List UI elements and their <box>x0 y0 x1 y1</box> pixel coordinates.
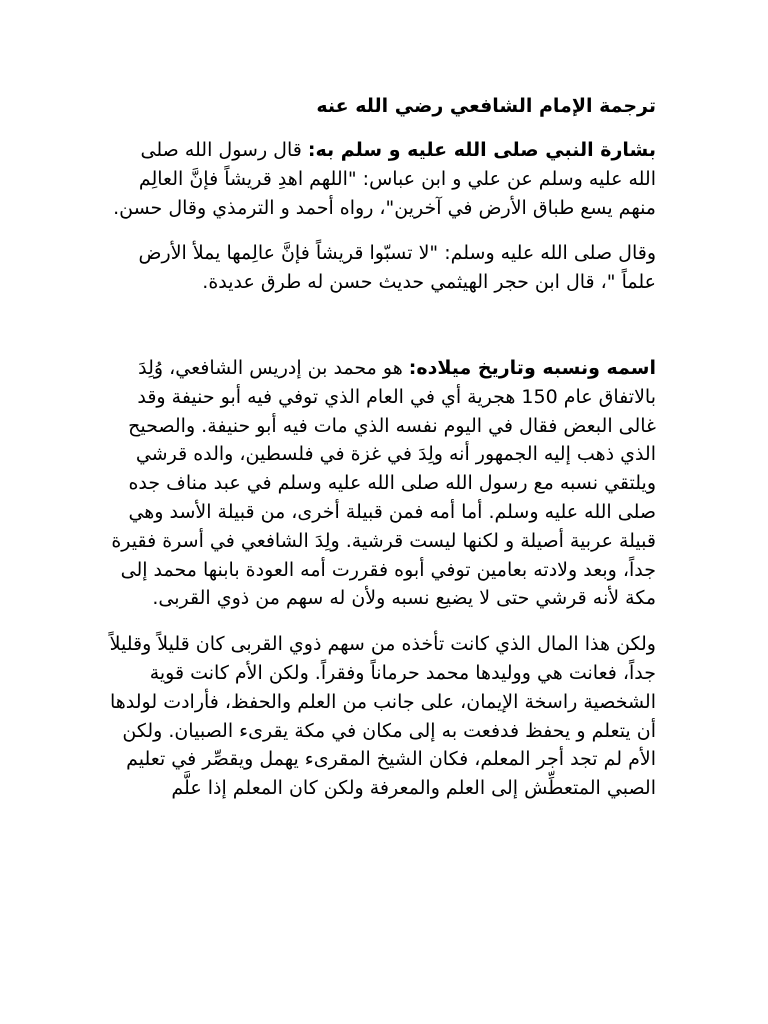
paragraph-lineage <box>108 354 656 613</box>
document-title: ترجمة الإمام الشافعي رضي الله عنه <box>316 95 656 117</box>
paragraph-text: قال رسول الله صلى الله عليه وسلم عن علي و ابن عباس: "اللهم اهدِ قريشاً فإنَّ العالِم منهم يسع طباق الأرض في آخرين"، رواه أحمد و الترمذي وقال حسن. <box>113 139 656 219</box>
paragraph-text: ولكن هذا المال الذي كانت تأخذه من سهم ذوي القربى كان قليلاً وقليلاً جداً، فعانت هي ووليدها محمد حرماناً وفقراً. ولكن الأم كانت قوية الشخصية راسخة الإيمان، على جانب من العلم والحفظ، فأرادت لولدها أن يتعلم و يحفظ فدفعت به إلى مكان في مكة يقرىء الصبيان. ولكن الأم لم تجد أجر المعلم، فكان الشيخ المقرىء يهمل ويقصِّر في تعليم الصبي المتعطِّش إلى العلم والمعرفة ولكن كان المعلم إذا علَّم <box>109 633 656 800</box>
paragraph-childhood <box>108 630 656 803</box>
paragraph-prophecy <box>108 136 656 222</box>
paragraph-hadith <box>108 239 656 297</box>
document-page <box>108 92 656 820</box>
section-heading-lineage: اسمه ونسبه وتاريخ ميلاده: <box>408 356 656 379</box>
section-heading-prophecy: بشارة النبي صلى الله عليه و سلم به: <box>307 139 656 161</box>
paragraph-text: وقال صلى الله عليه وسلم: "لا تسبّوا قريشاً فإنَّ عالِمها يملأ الأرض علماً "، قال ابن حجر الهيثمي حديث حسن له طرق عديدة. <box>138 242 656 294</box>
paragraph-text: هو محمد بن إدريس الشافعي، وُلِدَ بالاتفاق عام 150 هجرية أي في العام الذي توفي فيه أبو حنيفة وقد غالى البعض فقال في اليوم نفسه الذي مات فيه أبو حنيفة. والصحيح الذي ذهب إليه الجمهور أنه ولِدَ في غزة في فلسطين، والده قرشي ويلتقي نسبه مع رسول الله صلى الله عليه وسلم في عبد مناف جده صلى الله عليه وسلم. أما أمه فمن قبيلة أخرى، من قبيلة الأسد وهي قبيلة عربية أصيلة و لكنها ليست قرشية. ولِدَ الشافعي في أسرة فقيرة جداً، وبعد ولادته بعامين توفي أبوه فقررت أمه العودة بابنها محمد إلى مكة لأنه قرشي حتى لا يضيع نسبه ولأن له سهم من ذوي القربى. <box>111 356 656 610</box>
section-spacer <box>108 314 656 354</box>
